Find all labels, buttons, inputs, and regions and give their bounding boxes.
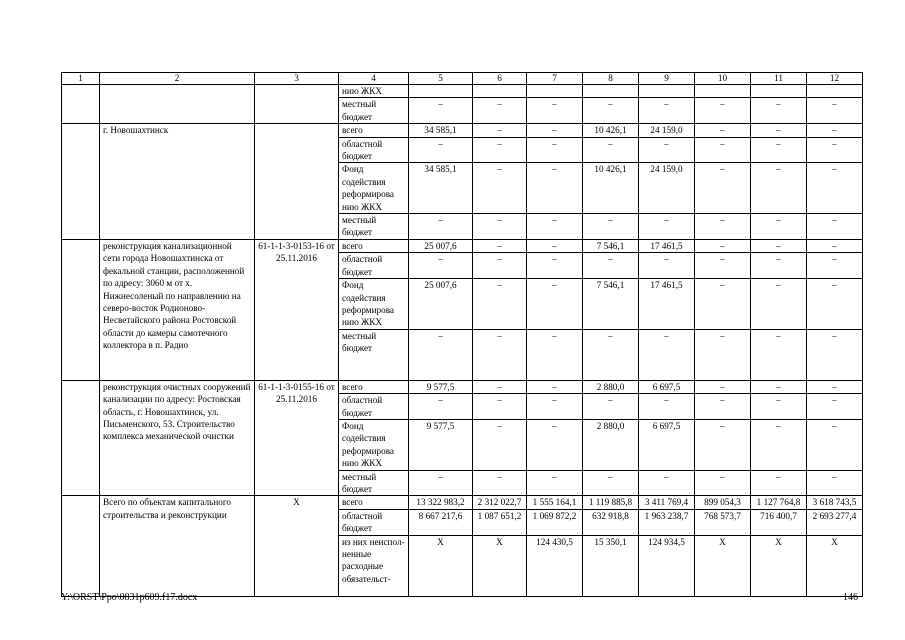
value-cell: – xyxy=(473,329,527,380)
value-cell: – xyxy=(527,394,583,420)
value-cell: – xyxy=(751,163,807,214)
funding-source-cell: областной бюджет xyxy=(339,394,409,420)
value-cell: 2 693 277,4 xyxy=(807,509,863,535)
value-cell: – xyxy=(473,137,527,163)
value-cell: 17 461,5 xyxy=(639,279,695,330)
table-row xyxy=(62,124,863,137)
value-cell: – xyxy=(807,239,863,252)
value-cell: – xyxy=(751,394,807,420)
funding-source-cell: Фонд содействия реформирова нию ЖКХ xyxy=(339,163,409,214)
value-cell: – xyxy=(807,279,863,330)
value-cell: – xyxy=(751,380,807,393)
column-header: 6 xyxy=(473,73,527,85)
column-header: 10 xyxy=(695,73,751,85)
funding-source-cell: Фонд содействия реформирова нию ЖКХ xyxy=(339,419,409,470)
value-cell: 24 159,0 xyxy=(639,124,695,137)
funding-source-cell: областной бюджет xyxy=(339,137,409,163)
value-cell: – xyxy=(695,214,751,240)
funding-source-cell: Фонд содействия реформирова нию ЖКХ xyxy=(339,279,409,330)
value-cell: 1 555 164,1 xyxy=(527,496,583,509)
object-code-cell xyxy=(255,124,339,240)
value-cell: – xyxy=(751,239,807,252)
value-cell: – xyxy=(751,329,807,380)
value-cell: – xyxy=(527,380,583,393)
column-header: 7 xyxy=(527,73,583,85)
value-cell: 1 127 764,8 xyxy=(751,496,807,509)
row-number-cell xyxy=(62,380,100,496)
value-cell: – xyxy=(583,394,639,420)
value-cell: 716 400,7 xyxy=(751,509,807,535)
value-cell: – xyxy=(807,98,863,124)
value-cell: – xyxy=(751,214,807,240)
value-cell: – xyxy=(807,470,863,496)
footer-file-path: Y:\ORST\Ppo\0831p609.f17.docx xyxy=(61,592,198,603)
value-cell: – xyxy=(409,98,473,124)
value-cell: – xyxy=(639,329,695,380)
value-cell: 2 312 022,7 xyxy=(473,496,527,509)
value-cell: – xyxy=(695,419,751,470)
value-cell: Х xyxy=(409,535,473,596)
value-cell: 1 119 885,8 xyxy=(583,496,639,509)
funding-source-cell: всего xyxy=(339,239,409,252)
value-cell: – xyxy=(409,329,473,380)
value-cell: – xyxy=(639,394,695,420)
value-cell: – xyxy=(751,98,807,124)
value-cell: 9 577,5 xyxy=(409,419,473,470)
table-row xyxy=(62,380,863,393)
value-cell: – xyxy=(695,470,751,496)
value-cell: – xyxy=(527,239,583,252)
column-header: 1 xyxy=(62,73,100,85)
value-cell: – xyxy=(807,137,863,163)
value-cell: – xyxy=(751,137,807,163)
value-cell xyxy=(409,85,473,98)
value-cell: – xyxy=(695,279,751,330)
value-cell: – xyxy=(527,214,583,240)
value-cell: 3 618 743,5 xyxy=(807,496,863,509)
value-cell: – xyxy=(473,239,527,252)
column-header: 12 xyxy=(807,73,863,85)
object-name-cell: г. Новошахтинск xyxy=(100,124,255,240)
value-cell xyxy=(751,85,807,98)
object-code-cell xyxy=(255,85,339,124)
object-code-cell: Х xyxy=(255,496,339,596)
header-row xyxy=(62,73,863,85)
object-code-cell: 61-1-1-3-0155-16 от 25.11.2016 xyxy=(255,380,339,496)
value-cell: – xyxy=(527,124,583,137)
value-cell: 10 426,1 xyxy=(583,163,639,214)
value-cell: – xyxy=(409,253,473,279)
value-cell: – xyxy=(527,253,583,279)
value-cell: 124 430,5 xyxy=(527,535,583,596)
value-cell: – xyxy=(639,137,695,163)
value-cell: 3 411 769,4 xyxy=(639,496,695,509)
value-cell: – xyxy=(527,137,583,163)
value-cell: – xyxy=(473,98,527,124)
value-cell: – xyxy=(639,98,695,124)
value-cell: – xyxy=(527,163,583,214)
object-code-cell: 61-1-1-3-0153-16 от 25.11.2016 xyxy=(255,239,339,380)
value-cell: Х xyxy=(473,535,527,596)
funding-source-cell: всего xyxy=(339,496,409,509)
value-cell: 124 934,5 xyxy=(639,535,695,596)
value-cell: 6 697,5 xyxy=(639,419,695,470)
object-name-cell xyxy=(100,85,255,124)
value-cell: – xyxy=(583,470,639,496)
value-cell xyxy=(473,85,527,98)
value-cell: – xyxy=(473,124,527,137)
funding-source-cell: областной бюджет xyxy=(339,253,409,279)
value-cell: – xyxy=(583,329,639,380)
value-cell: – xyxy=(695,394,751,420)
value-cell: 899 054,3 xyxy=(695,496,751,509)
value-cell: – xyxy=(409,137,473,163)
value-cell: – xyxy=(751,253,807,279)
value-cell: – xyxy=(695,163,751,214)
value-cell: 2 880,0 xyxy=(583,419,639,470)
value-cell: 6 697,5 xyxy=(639,380,695,393)
value-cell: – xyxy=(695,124,751,137)
value-cell: 2 880,0 xyxy=(583,380,639,393)
value-cell: – xyxy=(695,239,751,252)
table-row xyxy=(62,85,863,98)
value-cell: – xyxy=(473,394,527,420)
value-cell: – xyxy=(583,98,639,124)
value-cell: – xyxy=(409,394,473,420)
object-name-cell: Всего по объектам капитального строительства и реконструкции xyxy=(100,496,255,596)
value-cell xyxy=(639,85,695,98)
value-cell: – xyxy=(409,470,473,496)
value-cell: 24 159,0 xyxy=(639,163,695,214)
value-cell: 25 007,6 xyxy=(409,239,473,252)
value-cell: 9 577,5 xyxy=(409,380,473,393)
value-cell xyxy=(695,85,751,98)
value-cell: – xyxy=(527,279,583,330)
value-cell: 34 585,1 xyxy=(409,124,473,137)
value-cell: – xyxy=(639,470,695,496)
value-cell: 768 573,7 xyxy=(695,509,751,535)
value-cell: 7 546,1 xyxy=(583,239,639,252)
value-cell: 1 963 238,7 xyxy=(639,509,695,535)
row-number-cell xyxy=(62,239,100,380)
funding-source-cell: всего xyxy=(339,124,409,137)
value-cell: 1 069 872,2 xyxy=(527,509,583,535)
budget-table xyxy=(61,72,863,597)
funding-source-cell: из них неиспол-ненные расходные обязательст- xyxy=(339,535,409,596)
value-cell: – xyxy=(473,279,527,330)
column-header: 2 xyxy=(100,73,255,85)
value-cell: – xyxy=(807,394,863,420)
funding-source-cell: местный бюджет xyxy=(339,98,409,124)
value-cell: – xyxy=(473,214,527,240)
value-cell: – xyxy=(527,419,583,470)
value-cell: – xyxy=(751,124,807,137)
value-cell xyxy=(807,85,863,98)
value-cell xyxy=(527,85,583,98)
funding-source-cell: местный бюджет xyxy=(339,470,409,496)
funding-source-cell: нию ЖКХ xyxy=(339,85,409,98)
value-cell: – xyxy=(527,329,583,380)
row-number-cell xyxy=(62,85,100,124)
value-cell: 1 087 651,2 xyxy=(473,509,527,535)
value-cell: – xyxy=(473,380,527,393)
value-cell: – xyxy=(807,124,863,137)
value-cell: – xyxy=(695,253,751,279)
object-name-cell: реконструкция канализационной сети города Новошахтинска от фекальной станции, расположенной по адресу: 3060 м от х. Нижнесоленый по направлению на северо-восток Родионово-Несветайского района Ростовской области до камеры самотечного коллектора в п. Радио xyxy=(100,239,255,380)
value-cell: – xyxy=(695,329,751,380)
funding-source-cell: местный бюджет xyxy=(339,329,409,380)
column-header: 11 xyxy=(751,73,807,85)
value-cell: – xyxy=(807,329,863,380)
value-cell: – xyxy=(695,98,751,124)
value-cell: – xyxy=(695,137,751,163)
value-cell: – xyxy=(807,419,863,470)
value-cell: – xyxy=(807,163,863,214)
value-cell: 25 007,6 xyxy=(409,279,473,330)
value-cell: 10 426,1 xyxy=(583,124,639,137)
value-cell: 7 546,1 xyxy=(583,279,639,330)
column-header: 3 xyxy=(255,73,339,85)
value-cell: – xyxy=(807,380,863,393)
value-cell: – xyxy=(473,253,527,279)
value-cell: – xyxy=(409,214,473,240)
table-row xyxy=(62,496,863,509)
value-cell: Х xyxy=(807,535,863,596)
column-header: 4 xyxy=(339,73,409,85)
value-cell: – xyxy=(473,163,527,214)
value-cell: – xyxy=(583,214,639,240)
footer-page-number: 146 xyxy=(843,592,858,603)
value-cell: 13 322 983,2 xyxy=(409,496,473,509)
value-cell: – xyxy=(695,380,751,393)
value-cell: 17 461,5 xyxy=(639,239,695,252)
column-header: 9 xyxy=(639,73,695,85)
value-cell: – xyxy=(807,214,863,240)
value-cell: – xyxy=(751,279,807,330)
value-cell: 632 918,8 xyxy=(583,509,639,535)
funding-source-cell: областной бюджет xyxy=(339,509,409,535)
value-cell: – xyxy=(527,98,583,124)
value-cell: 15 350,1 xyxy=(583,535,639,596)
funding-source-cell: всего xyxy=(339,380,409,393)
value-cell: 8 667 217,6 xyxy=(409,509,473,535)
value-cell: – xyxy=(639,253,695,279)
value-cell: – xyxy=(639,214,695,240)
value-cell: Х xyxy=(751,535,807,596)
value-cell: Х xyxy=(695,535,751,596)
object-name-cell: реконструкция очистных сооружений канализации по адресу: Ростовская область, г. Новошахтинск, ул. Письменского, 53. Строительство комплекса механической очистки xyxy=(100,380,255,496)
column-header: 8 xyxy=(583,73,639,85)
value-cell: – xyxy=(751,419,807,470)
value-cell: – xyxy=(527,470,583,496)
table-row xyxy=(62,239,863,252)
value-cell: – xyxy=(583,137,639,163)
value-cell: – xyxy=(473,470,527,496)
value-cell: – xyxy=(751,470,807,496)
row-number-cell xyxy=(62,124,100,240)
value-cell xyxy=(583,85,639,98)
value-cell: 34 585,1 xyxy=(409,163,473,214)
value-cell: – xyxy=(583,253,639,279)
value-cell: – xyxy=(807,253,863,279)
column-header: 5 xyxy=(409,73,473,85)
value-cell: – xyxy=(473,419,527,470)
row-number-cell xyxy=(62,496,100,596)
funding-source-cell: местный бюджет xyxy=(339,214,409,240)
